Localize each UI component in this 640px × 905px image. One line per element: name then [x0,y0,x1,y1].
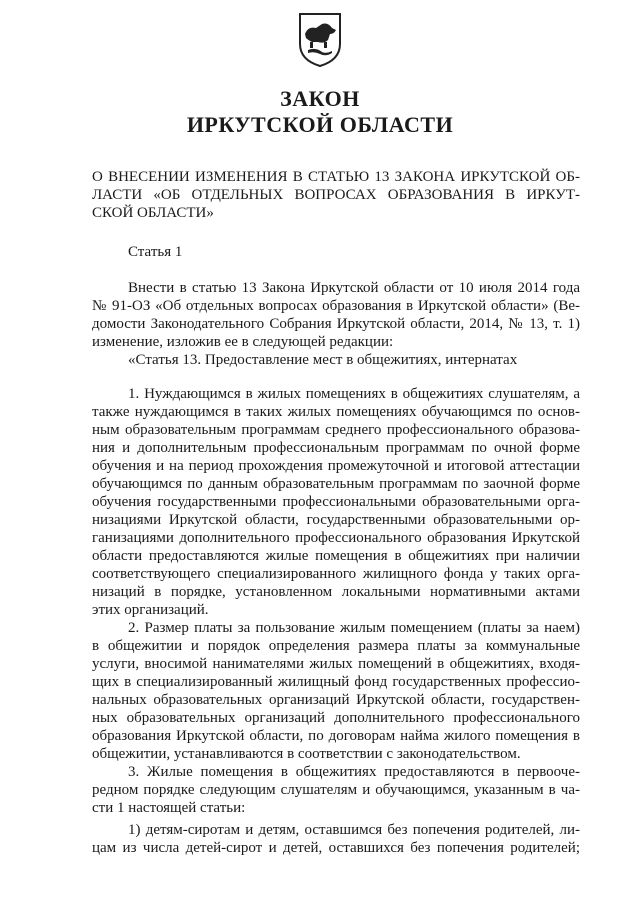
paragraph-1-line: обучения и на период прохождения промежуточной и итоговой аттестации [92,458,580,474]
paragraph-1-line: области предоставляются жилые помещения в общежитиях при наличии [92,548,580,564]
paragraph-3-line: 3. Жилые помещения в общежитиях предоставляются в первооче- [128,764,580,780]
paragraph-1-line: этих организаций. [92,602,209,618]
paragraph-1-line: ным образовательным программам среднего профессионального образова- [92,422,580,438]
paragraph-1-line: низаций в порядке, установленном локальными нормативными актами [92,584,580,600]
paragraph-1-line: также нуждающимся в таких жилых помещениях обучающимся по основ- [92,404,580,420]
paragraph-3-line: редном порядке следующим слушателям и обучающимся, указанным в ча- [92,782,580,798]
heading-line: О ВНЕСЕНИИ ИЗМЕНЕНИЯ В СТАТЬЮ 13 ЗАКОНА ИРКУТСКОЙ ОБ- [92,169,580,185]
law-region-title: ИРКУТСКОЙ ОБЛАСТИ [186,112,454,137]
article-label: Статья 1 [128,244,183,260]
intro-line: Внести в статью 13 Закона Иркутской области от 10 июля 2014 года [128,280,580,296]
paragraph-1-line: ганизациями дополнительного профессионального образования Иркутской [92,530,580,546]
paragraph-1-line: обучающимся по данным образовательным программам по заочной форме [92,476,580,492]
paragraph-2-line: общежитии, устанавливаются в соответствии с законодательством. [92,746,521,762]
paragraph-1-line: низациями Иркутской области, государственными образовательными ор- [92,512,580,528]
intro-line: домости Законодательного Собрания Иркутской области, 2014, № 13, т. 1) [92,316,580,332]
paragraph-2-line: щих в специализированный жилищный фонд государственных профессио- [92,674,580,690]
article-13-heading: «Статья 13. Предоставление мест в общежитиях, интернатах [128,352,518,368]
paragraph-1-line: обучения государственными профессиональными образовательными орга- [92,494,580,510]
item-1-line: 1) детям-сиротам и детям, оставшимся без попечения родителей, ли- [128,822,580,838]
paragraph-3-line: сти 1 настоящей статьи: [92,800,246,816]
paragraph-2-line: образования Иркутской области, по договорам найма жилого помещения в [92,728,580,744]
intro-line: изменение, изложив ее в следующей редакции: [92,334,394,350]
paragraph-2-line: ных образовательных организаций дополнительного профессионального [92,710,580,726]
paragraph-1-line: ния и дополнительным профессиональным программам по очной форме [92,440,580,456]
paragraph-2-line: услуги, вносимой нанимателями жилых помещений в общежитиях, входя- [92,656,580,672]
item-1-line: цам из числа детей-сирот и детей, оставшихся без попечения родителей; [92,840,580,856]
paragraph-2-line: 2. Размер платы за пользование жилым помещением (платы за наем) [128,620,580,636]
law-title: ЗАКОН [280,86,360,111]
paragraph-2-line: нальных образовательных организаций Иркутской области, государствен- [92,692,580,708]
paragraph-2-line: в общежитии и порядок определения размера платы за коммунальные [92,638,580,654]
heading-line: СКОЙ ОБЛАСТИ» [92,205,214,221]
intro-line: № 91-ОЗ «Об отдельных вопросах образования в Иркутской области» (Ве- [92,298,580,314]
paragraph-1-line: 1. Нуждающимся в жилых помещениях в общежитиях слушателям, а [128,386,580,402]
paragraph-1-line: соответствующего специализированного жилищного фонда у таких орга- [92,566,580,582]
heading-line: ЛАСТИ «ОБ ОТДЕЛЬНЫХ ВОПРОСАХ ОБРАЗОВАНИЯ В ИРКУТ- [92,187,580,203]
coat-of-arms-icon [296,10,344,68]
